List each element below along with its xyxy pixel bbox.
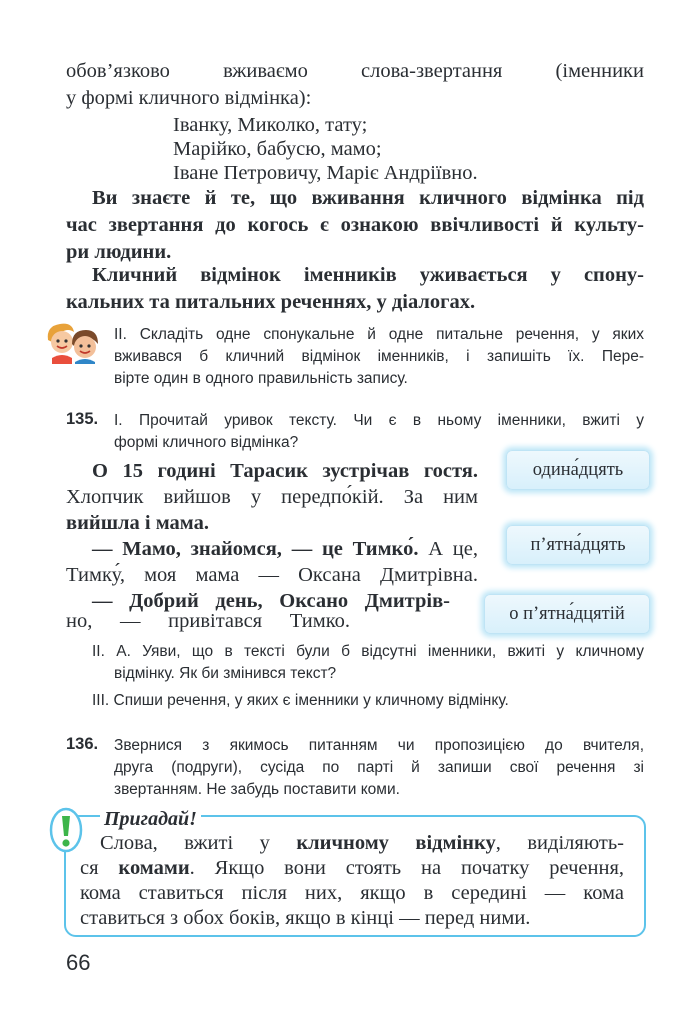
example-line-2: Марійко, бабусю, мамо; <box>173 138 382 160</box>
group-task-line2: вживався б кличний відмінок іменників, і запишіть їх. Пере- <box>114 348 644 365</box>
ex135-text-line6: — Добрий день, Оксано Дмитрів- <box>92 590 450 612</box>
rule-para1-line2: час звертання до когось є ознакою ввічливості й культу- <box>66 214 644 236</box>
ex136-line1: Звернися з якимось питанням чи пропозицією до вчителя, <box>114 737 644 754</box>
reminder-line2: ся комами. Якщо вони стоять на початку речення, <box>80 857 625 879</box>
page-number: 66 <box>66 950 91 975</box>
exercise-136-number: 136. <box>66 735 99 753</box>
ex135-text-line1: О 15 годині Тарасик зустрічав гостя. <box>92 460 478 482</box>
exercise-135-number: 135. <box>66 410 99 428</box>
reminder-line4: ставиться з обох боків, якщо в кінці — перед ними. <box>80 907 531 929</box>
ex135-text-line2: Хлопчик вийшов у передпо́кій. За ним <box>66 486 478 508</box>
ex136-line3: звертанням. Не забудь поставити коми. <box>114 781 400 798</box>
intro-line-1: обов’язково вживаємо слова-звертання (іменники <box>66 60 644 82</box>
rule-para2-line2: кальних та питальних реченнях, у діалогах. <box>66 291 476 313</box>
reminder-bold-case: кличному відмінку <box>296 832 496 854</box>
ex135-text-line4: — Мамо, знайомся, — це Тимко́. А це, <box>92 538 479 560</box>
two-children-icon <box>42 318 106 364</box>
reminder-line3: кома ставиться після них, якщо в середині — кома <box>80 882 624 904</box>
ex135-task3: ІІІ. Спиши речення, у яких є іменники у кличному відмінку. <box>92 692 509 709</box>
dialogue-part-a: — Мамо, знайомся, — це Тимко́. <box>92 538 419 560</box>
reminder-title: Пригадай! <box>100 806 201 832</box>
ex135-text-line7: но, — привітався Тимко. <box>66 610 350 632</box>
group-task-line1: ІІ. Складіть одне спонукальне й одне питальне речення, у яких <box>114 326 644 343</box>
reminder-line1: Слова, вжиті у кличному відмінку, виділяють- <box>100 832 624 854</box>
exclamation-icon <box>48 806 84 854</box>
rule-para2-line1: Кличний відмінок іменників уживається у спону- <box>92 264 644 286</box>
rule-para1-line1: Ви знаєте й те, що вживання кличного відмінка під <box>92 187 644 209</box>
word-card-at-fifteen: о п’ятна́дцятій <box>484 594 650 634</box>
ex135-text-line3: вийшла і мама. <box>66 512 209 534</box>
ex135-text-line5: Тимку́, моя мама — Оксана Дмитрівна. <box>66 564 478 586</box>
intro-line-2: у формі кличного відмінка): <box>66 87 312 109</box>
ex135-task2-line2: відмінку. Як би змінився текст? <box>114 665 337 682</box>
word-card-eleven: одина́дцять <box>506 450 650 490</box>
group-task-line3: вірте один в одного правильність запису. <box>114 370 408 387</box>
reminder-bold-commas: комами <box>118 857 190 879</box>
example-line-1: Іванку, Миколко, тату; <box>173 114 368 136</box>
ex135-task1-line1: І. Прочитай уривок тексту. Чи є в ньому іменники, вжиті у <box>114 412 644 429</box>
ex135-task2-line1: ІІ. А. Уяви, що в тексті були б відсутні іменники, вжиті у кличному <box>92 643 644 660</box>
rule-para1-line3: ри людини. <box>66 241 172 263</box>
example-line-3: Іване Петровичу, Маріє Андріївно. <box>173 162 478 184</box>
ex136-line2: друга (подруги), сусіда по парті й запиши свої речення зі <box>114 759 644 776</box>
ex135-task1-line2: формі кличного відмінка? <box>114 434 299 451</box>
word-card-fifteen: п’ятна́дцять <box>506 525 650 565</box>
